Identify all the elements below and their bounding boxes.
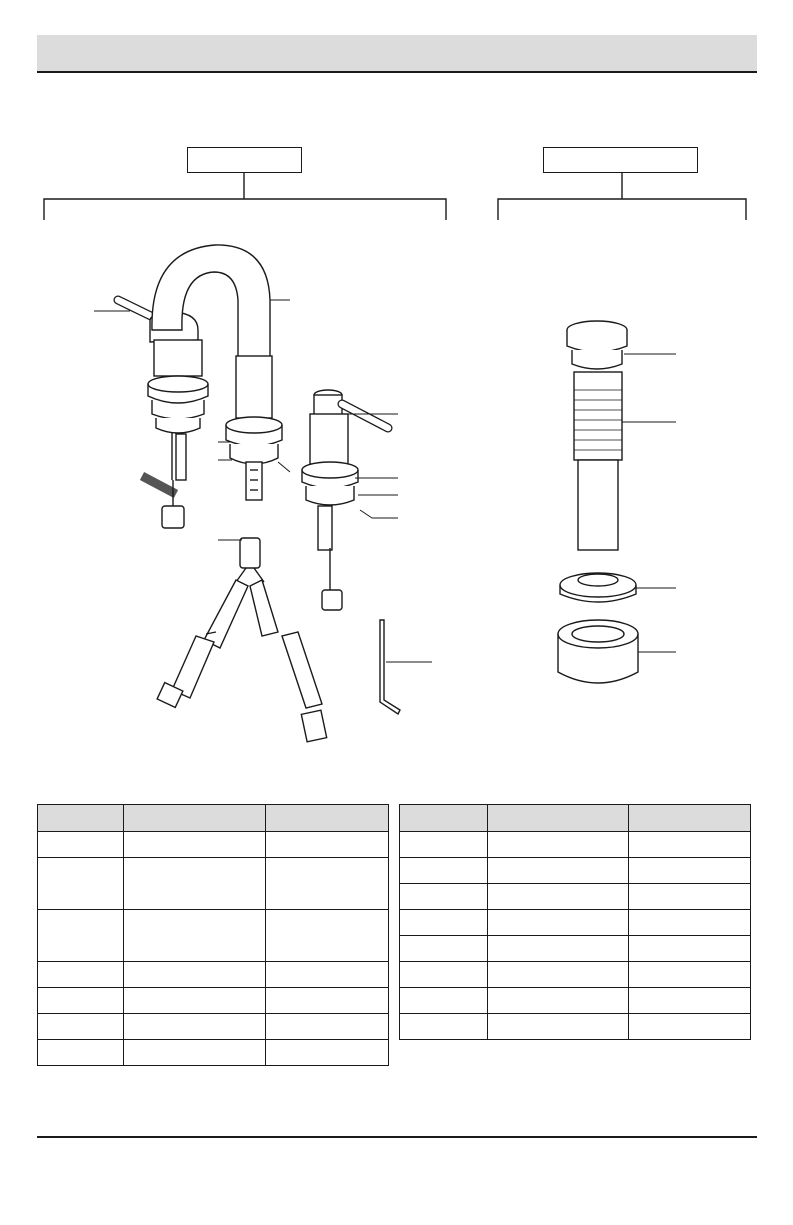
- table-cell: [266, 1040, 389, 1066]
- table-cell: [400, 858, 488, 884]
- table-cell: [123, 988, 266, 1014]
- table-header-row: [400, 805, 751, 832]
- table-cell: [487, 832, 629, 858]
- table-cell: [629, 962, 751, 988]
- parts-table-left: [37, 804, 389, 1066]
- left-handle-valve: [118, 300, 208, 528]
- column-header: [487, 805, 629, 832]
- faucet-group-bracket: [44, 173, 446, 220]
- column-header: [400, 805, 488, 832]
- table-cell: [38, 988, 124, 1014]
- table-cell: [487, 884, 629, 910]
- table-cell: [123, 858, 266, 910]
- right-handle-valve: [302, 390, 388, 610]
- table-cell: [487, 1014, 629, 1040]
- table-row: [38, 1040, 389, 1066]
- table-cell: [266, 910, 389, 962]
- table-cell: [629, 832, 751, 858]
- table-cell: [123, 962, 266, 988]
- pop-up-drain: [558, 321, 638, 683]
- table-cell: [487, 936, 629, 962]
- column-header: [629, 805, 751, 832]
- table-cell: [487, 988, 629, 1014]
- table-cell: [266, 1014, 389, 1040]
- table-cell: [400, 936, 488, 962]
- table-cell: [38, 1014, 124, 1040]
- table-cell: [400, 910, 488, 936]
- table-row: [38, 832, 389, 858]
- hex-wrench: [380, 620, 400, 714]
- table-cell: [629, 1014, 751, 1040]
- table-row: [38, 988, 389, 1014]
- table-row: [38, 910, 389, 962]
- table-cell: [266, 858, 389, 910]
- table-cell: [487, 962, 629, 988]
- column-header: [266, 805, 389, 832]
- table-cell: [400, 884, 488, 910]
- table-row: [400, 936, 751, 962]
- table-cell: [38, 1040, 124, 1066]
- table-cell: [629, 884, 751, 910]
- table-cell: [629, 858, 751, 884]
- table-row: [400, 832, 751, 858]
- table-cell: [123, 832, 266, 858]
- table-cell: [123, 1014, 266, 1040]
- table-cell: [487, 910, 629, 936]
- table-row: [400, 1014, 751, 1040]
- table-header-row: [38, 805, 389, 832]
- table-cell: [38, 962, 124, 988]
- table-cell: [123, 1040, 266, 1066]
- table-cell: [400, 962, 488, 988]
- table-row: [400, 962, 751, 988]
- table-row: [400, 910, 751, 936]
- table-row: [400, 988, 751, 1014]
- table-cell: [400, 832, 488, 858]
- parts-table-right: [399, 804, 751, 1040]
- supply-hoses: [157, 538, 327, 742]
- drain-group-bracket: [498, 173, 746, 220]
- table-cell: [629, 936, 751, 962]
- table-cell: [38, 910, 124, 962]
- table-cell: [400, 988, 488, 1014]
- table-cell: [629, 910, 751, 936]
- table-cell: [123, 910, 266, 962]
- table-cell: [400, 1014, 488, 1040]
- table-cell: [629, 988, 751, 1014]
- table-cell: [38, 832, 124, 858]
- table-cell: [266, 832, 389, 858]
- column-header: [38, 805, 124, 832]
- table-row: [38, 858, 389, 910]
- table-row: [38, 962, 389, 988]
- table-row: [400, 884, 751, 910]
- footer-rule: [37, 1136, 757, 1138]
- table-cell: [487, 858, 629, 884]
- table-row: [400, 858, 751, 884]
- table-row: [38, 1014, 389, 1040]
- table-cell: [266, 962, 389, 988]
- table-cell: [38, 858, 124, 910]
- table-cell: [266, 988, 389, 1014]
- column-header: [123, 805, 266, 832]
